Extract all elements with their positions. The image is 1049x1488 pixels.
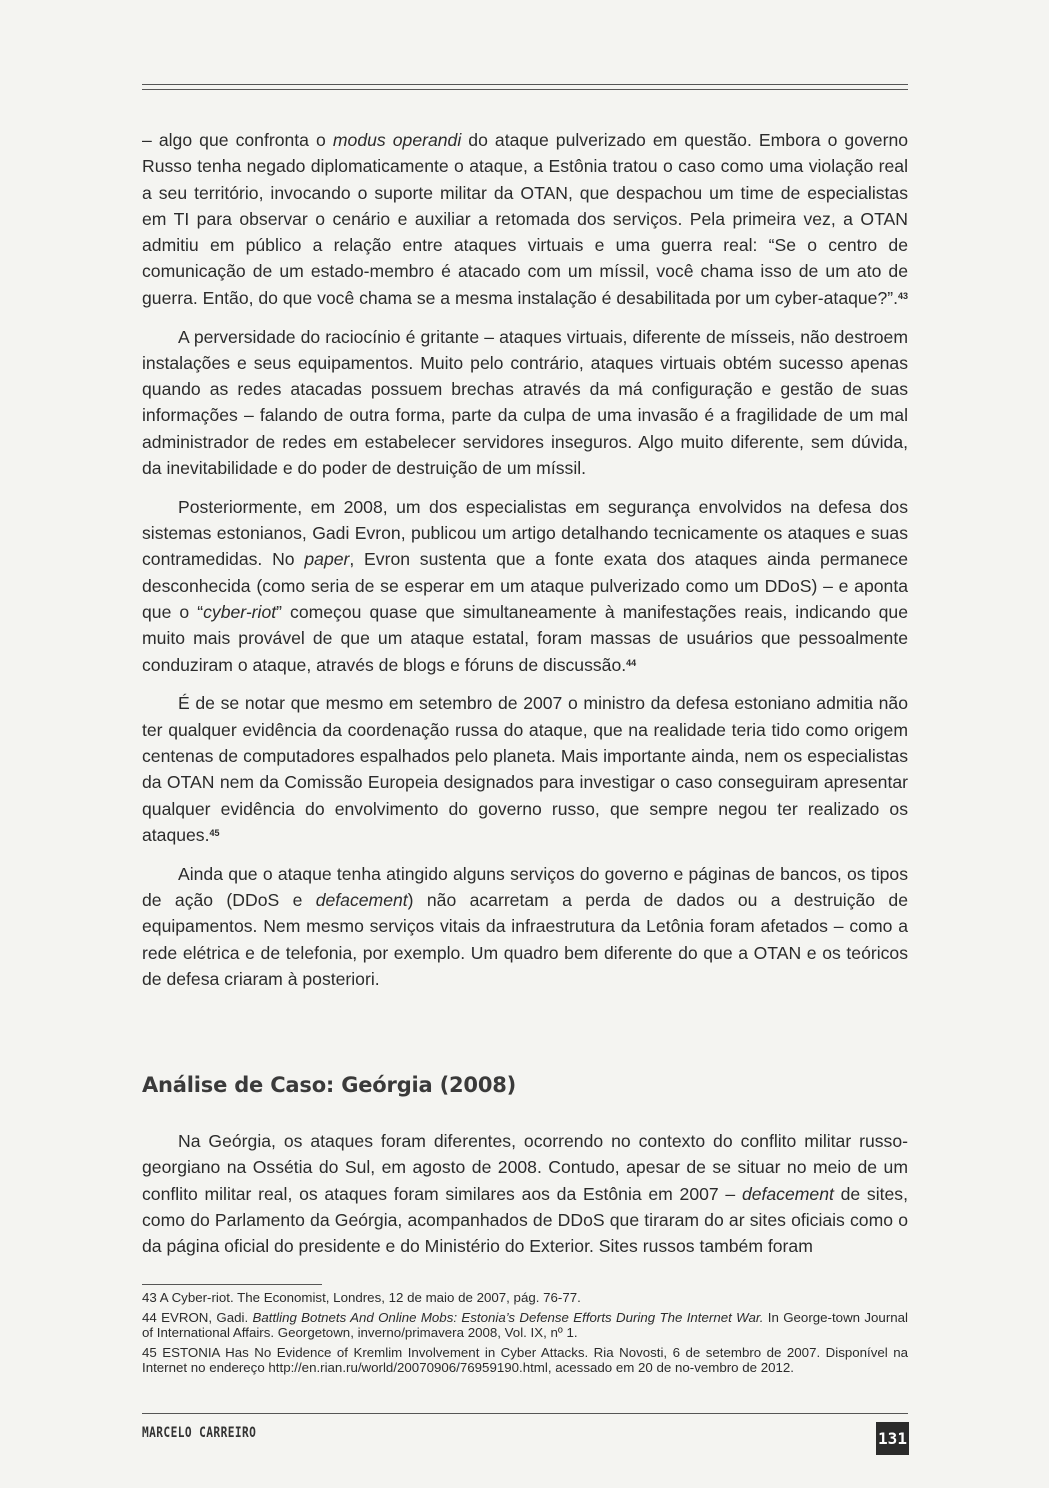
footnote-ref: 43: [898, 290, 909, 301]
text-run: ” começou quase que simultaneamente à manifestações reais, indicando que muito mais provável de que um ataque estatal, foram massas de usuários que pessoalmente conduziram o ataque, através de blogs e fóruns de discussão.: [142, 602, 909, 675]
italic-text: Battling Botnets And Online Mobs: Estonia’s Defense Efforts During The Internet War.: [252, 1309, 764, 1325]
text-run: , Evron sustenta que a fonte exata dos ataques ainda permanece desconhecida (como seria de se esperar em um ataque pulverizado como um DDoS) – e aponta que o “: [142, 549, 909, 623]
text-run: 44 EVRON, Gadi.: [142, 1309, 253, 1325]
section-heading: Análise de Caso: Geórgia (2008): [142, 1073, 517, 1097]
text-run: É de se notar que mesmo em setembro de 2007 o ministro da defesa estoniano admitia não ter qualquer evidência da coordenação russa do ataque, que na realidade teria tido como origem centenas de computadores espalhados pelo planeta. Mais importante ainda, nem os especialistas da OTAN nem da Comissão Europeia designados para investigar o caso conseguiram apresentar qualquer evidência do envolvimento do governo russo, que sempre negou ter realizado os ataques.: [142, 693, 908, 845]
page-number: 131: [876, 1422, 909, 1455]
header-rule: [142, 84, 908, 85]
footnotes: [142, 1290, 908, 1380]
paragraph: [142, 324, 908, 482]
paragraph: [142, 690, 908, 848]
footnote: [142, 1345, 908, 1376]
text-run: do ataque pulverizado em questão. Embora o governo Russo tenha negado diplomaticamente o ataque, a Estônia tratou o caso como uma violação real a seu território, invocando o suporte militar da OTAN, que despachou um time de especialistas em TI para observar o cenário e auxiliar a retomada dos serviços. Pela primeira vez, a OTAN admitiu em público a relação entre ataques virtuais e uma guerra real: “Se o centro de comunicação de um estado-membro é atacado com um míssil, você chama isso de um ato de guerra. Então, do que você chama se a mesma instalação é desabilitada por um cyber-ataque?”.: [142, 130, 909, 308]
text-run: ) não acarretam a perda de dados ou a destruição de equipamentos. Nem mesmo serviços vitais da infraestrutura da Letônia foram afetados – como a rede elétrica e de telefonia, por exemplo. Um quadro bem diferente do que a OTAN e os teóricos de defesa criaram à posteriori.: [142, 890, 908, 989]
paragraph: [142, 127, 908, 311]
italic-text: defacement: [741, 1183, 834, 1204]
text-run: A perversidade do raciocínio é gritante – ataques virtuais, diferente de mísseis, não destroem instalações e seus equipamentos. Muito pelo contrário, ataques virtuais obtém sucesso apenas quando as redes atacadas possuem brechas através da má configuração e gestão de suas informações – falando de outra forma, parte da culpa de uma invasão é a fragilidade de um mal administrador de redes em estabelecer servidores inseguros. Algo muito diferente, sem dúvida, da inevitabilidade e do poder de destruição de um míssil.: [142, 326, 908, 479]
italic-text: defacement: [315, 890, 408, 911]
paragraph: [142, 1128, 908, 1259]
italic-text: cyber-riot: [203, 602, 277, 623]
footnote-ref: 44: [626, 657, 637, 668]
footnote: [142, 1290, 908, 1306]
text-run: de sites, como do Parlamento da Geórgia, acompanhados de DDoS que tiraram do ar sites oficiais como o da página oficial do presidente e do Ministério do Exterior. Sites russos também foram: [142, 1183, 908, 1257]
body-text-section: [142, 1128, 908, 1259]
footnote: [142, 1310, 908, 1341]
paragraph: [142, 494, 908, 678]
text-run: 43 A Cyber-riot. The Economist, Londres, 12 de maio de 2007, pág. 76-77.: [142, 1290, 581, 1305]
footnote-separator: [142, 1284, 322, 1285]
paragraph: [142, 861, 908, 992]
text-run: 45 ESTONIA Has No Evidence of Kremlim Involvement in Cyber Attacks. Ria Novosti, 6 de setembro de 2007. Disponível na Internet no endereço http://en.rian.ru/world/20070906/76959190.html, acessado em 20 de no-vembro de 2012.: [142, 1344, 908, 1376]
header-rule-secondary: [142, 89, 908, 90]
body-text: [142, 127, 908, 1005]
author-name: MARCELO CARREIRO: [142, 1425, 257, 1441]
text-run: In George-town Journal of International Affairs. Georgetown, inverno/primavera 2008, Vol. IX, nº 1.: [142, 1309, 908, 1341]
footnote-ref: 45: [209, 827, 220, 838]
text-run: Ainda que o ataque tenha atingido alguns serviços do governo e páginas de bancos, os tipos de ação (DDoS e: [142, 863, 908, 911]
text-run: Na Geórgia, os ataques foram diferentes, ocorrendo no contexto do conflito militar russo-georgiano na Ossétia do Sul, em agosto de 2008. Contudo, apesar de se situar no meio de um conflito militar real, os ataques foram similares aos da Estônia em 2007 –: [142, 1131, 908, 1204]
italic-text: modus operandi: [332, 130, 462, 150]
italic-text: paper: [304, 549, 350, 570]
text-run: – algo que confronta o: [142, 130, 333, 150]
footer-rule: [142, 1413, 908, 1414]
text-run: Posteriormente, em 2008, um dos especialistas em segurança envolvidos na defesa dos sistemas estonianos, Gadi Evron, publicou um artigo detalhando tecnicamente os ataques e suas contramedidas. No: [142, 496, 908, 570]
